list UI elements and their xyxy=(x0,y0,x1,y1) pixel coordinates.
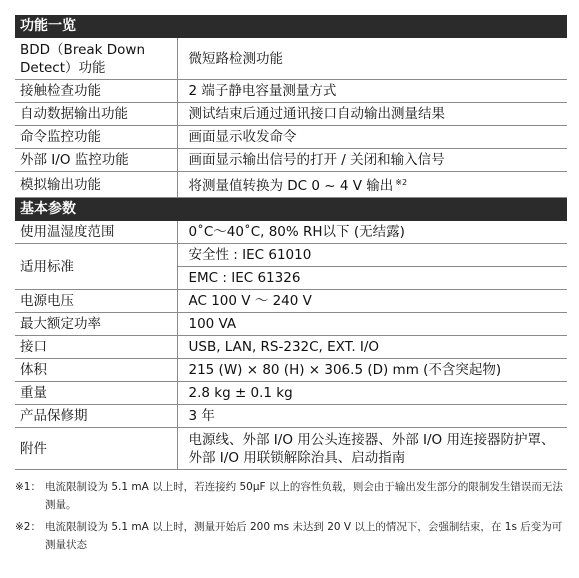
row-value-accessories: 电源线、外部 I/O 用公头连接器、外部 I/O 用连接器防护罩、外部 I/O 用联锁解除治具、启动指南 xyxy=(177,428,567,470)
table-row xyxy=(15,290,567,313)
footnote-1 xyxy=(15,478,571,514)
row-label-io-monitor: 外部 I/O 监控功能 xyxy=(15,149,177,172)
row-label-analog-output: 模拟输出功能 xyxy=(15,172,177,198)
row-value-auto-output: 测试结束后通过通讯接口自动输出测量结果 xyxy=(177,103,567,126)
table-row xyxy=(15,172,567,198)
row-label-contact-check: 接触检查功能 xyxy=(15,80,177,103)
row-label-bdd: BDD（Break Down Detect）功能 xyxy=(15,38,177,80)
table-row xyxy=(15,359,567,382)
row-value-safety-standard: 安全性 : IEC 61010 xyxy=(177,244,567,267)
row-value-power: 100 VA xyxy=(177,313,567,336)
row-label-interface: 接口 xyxy=(15,336,177,359)
table-row xyxy=(15,149,567,172)
row-value-warranty: 3 年 xyxy=(177,405,567,428)
row-label-volume: 体积 xyxy=(15,359,177,382)
row-value-analog-output xyxy=(177,172,567,198)
row-value-bdd: 微短路检测功能 xyxy=(177,38,567,80)
row-label-standards: 适用标准 xyxy=(15,244,177,290)
row-label-warranty: 产品保修期 xyxy=(15,405,177,428)
footnotes xyxy=(15,478,571,554)
table-row xyxy=(15,313,567,336)
row-label-weight: 重量 xyxy=(15,382,177,405)
row-label-accessories: 附件 xyxy=(15,428,177,470)
row-value-volume: 215 (W) × 80 (H) × 306.5 (D) mm (不含突起物) xyxy=(177,359,567,382)
table-row xyxy=(15,244,567,267)
row-value-contact-check: 2 端子静电容量测量方式 xyxy=(177,80,567,103)
footnote-mark: ※1： xyxy=(15,481,41,493)
footnote-text: 电流限制设为 5.1 mA 以上时，测量开始后 200 ms 未达到 20 V 以上的情况下，会强制结束，在 1s 后变为可测量状态 xyxy=(45,521,563,551)
analog-output-text: 将测量值转换为 DC 0 ~ 4 V 输出 xyxy=(188,178,394,194)
row-label-command-monitor: 命令监控功能 xyxy=(15,126,177,149)
row-label-temp-humidity: 使用温湿度范围 xyxy=(15,221,177,244)
row-label-power: 最大额定功率 xyxy=(15,313,177,336)
section-header-params xyxy=(15,198,567,221)
row-label-voltage: 电源电压 xyxy=(15,290,177,313)
table-row xyxy=(15,38,567,80)
section-title-functions: 功能一览 xyxy=(15,15,567,38)
footnote-2 xyxy=(15,518,571,554)
table-row xyxy=(15,336,567,359)
section-title-params: 基本参数 xyxy=(15,198,567,221)
table-row xyxy=(15,126,567,149)
footnote-text: 电流限制设为 5.1 mA 以上时，若连接约 50µF 以上的容性负载，则会由于输出发生部分的限制发生错误而无法测量。 xyxy=(45,481,563,511)
section-header-functions xyxy=(15,15,567,38)
footnote-ref: ※2 xyxy=(395,178,408,187)
spec-table xyxy=(15,15,567,470)
row-value-interface: USB, LAN, RS-232C, EXT. I/O xyxy=(177,336,567,359)
row-value-emc-standard: EMC : IEC 61326 xyxy=(177,267,567,290)
row-value-voltage: AC 100 V 〜 240 V xyxy=(177,290,567,313)
row-value-io-monitor: 画面显示输出信号的打开 / 关闭和输入信号 xyxy=(177,149,567,172)
row-value-command-monitor: 画面显示收发命令 xyxy=(177,126,567,149)
row-label-auto-output: 自动数据输出功能 xyxy=(15,103,177,126)
row-value-temp-humidity: 0˚C〜40˚C, 80% RH以下 (无结露) xyxy=(177,221,567,244)
row-value-weight: 2.8 kg ± 0.1 kg xyxy=(177,382,567,405)
table-row xyxy=(15,103,567,126)
table-row xyxy=(15,80,567,103)
footnote-mark: ※2： xyxy=(15,521,41,533)
table-row xyxy=(15,382,567,405)
table-row xyxy=(15,405,567,428)
table-row xyxy=(15,428,567,470)
table-row xyxy=(15,221,567,244)
